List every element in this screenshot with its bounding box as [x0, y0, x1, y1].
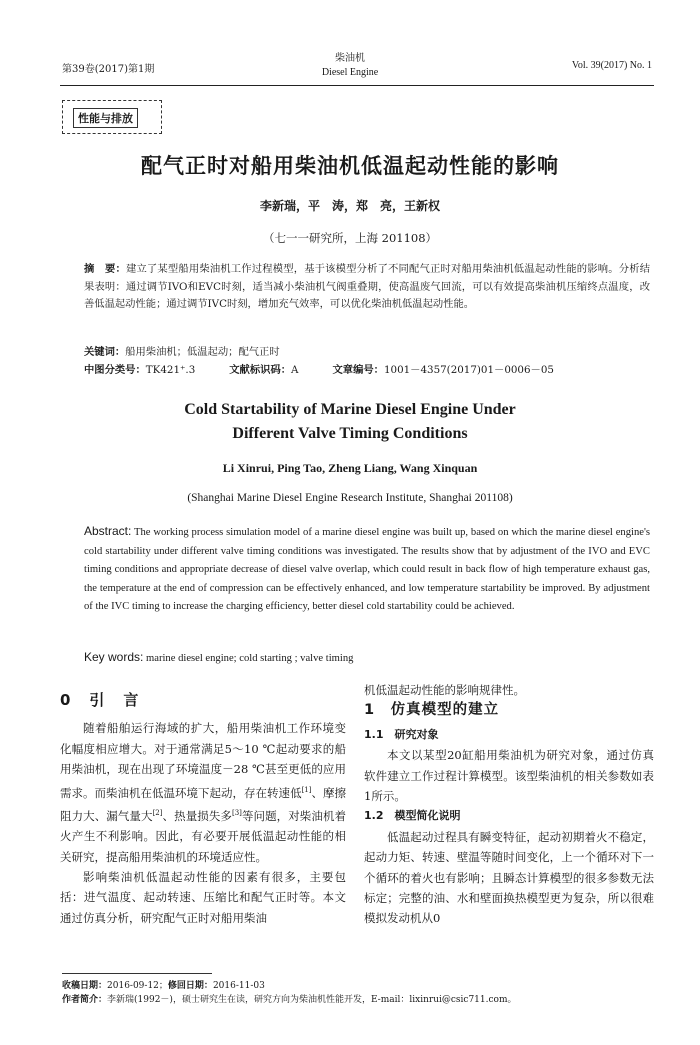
section-tag [62, 100, 162, 134]
abstract-cn-label: 摘 要： [84, 263, 126, 275]
section-0-heading: 0 引 言 [60, 691, 141, 709]
authors-en: Li Xinrui, Ping Tao, Zheng Liang, Wang Xinquan [222, 461, 478, 475]
received-label: 收稿日期： [62, 981, 108, 991]
keywords-en-label: Key words: [84, 650, 144, 664]
keywords-cn-label: 关键词： [84, 346, 126, 358]
keywords-en [84, 650, 353, 664]
doc-code-label: 文献标识码： [229, 364, 292, 376]
para-text: 随着船舶运行海域的扩大，船用柴油机工作环境变化幅度相应增大。对于通常满足5～10 ℃起动要求的船用柴油机，现在出现了环境温度－28 ℃甚至更低的应用需求。而柴油机在低温环境下起动，存在转速低 [60, 721, 346, 800]
clc-value: TK421⁺.3 [145, 364, 196, 376]
footnote-divider [62, 973, 212, 974]
paper-title-en-line1: Cold Startability of Marine Diesel Engine Under [184, 401, 516, 418]
para-text: 、摩擦阻力大、漏气量大 [60, 785, 347, 823]
header-volume-en: Vol. 39(2017) No. 1 [571, 60, 652, 71]
footnote [62, 979, 662, 1007]
section-1-heading: 1 仿真模型的建立 [364, 702, 500, 719]
clc-label: 中图分类号： [84, 364, 146, 376]
paper-title-cn: 配气正时对船用柴油机低温起动性能的影响 [141, 154, 559, 178]
abstract-en-label: Abstract: [84, 524, 132, 538]
abstract-cn [84, 261, 650, 314]
revised-date: 2016-11-03 [212, 981, 265, 991]
author-bio-label: 作者简介： [62, 995, 108, 1005]
section-1-1-heading: 1.1 研究对象 [364, 727, 439, 741]
classification-line [84, 361, 650, 376]
citation-1[interactable]: [1] [301, 785, 312, 794]
footnote-author [62, 993, 662, 1007]
header-journal-en: Diesel Engine [321, 67, 379, 78]
paper-title-en [0, 398, 700, 446]
affiliation-en: (Shanghai Marine Diesel Engine Research Institute, Shanghai 201108) [187, 492, 513, 504]
header-journal-cn: 柴油机 [335, 53, 365, 64]
article-no-label: 文章编号： [332, 364, 384, 376]
para-text: 、热量损失多 [162, 808, 232, 823]
keywords-cn-text: 船用柴油机；低温起动；配气正时 [125, 346, 280, 358]
received-date: 2016-09-12； [107, 981, 168, 991]
section-0-paragraph-1 [60, 718, 346, 867]
authors-cn: 李新瑞，平 涛，郑 亮，王新权 [259, 199, 440, 213]
section-1-2-heading: 1.2 模型简化说明 [364, 809, 461, 823]
section-1-2-text: 低温起动过程具有瞬变特征，起动初期着火不稳定，起动力矩、转速、壁温等随时间变化，上一个循环对下一个循环的着火也有影响；且瞬态计算模型的很多参数无法标定；完整的油、水和壁面换热模型更为复杂，所以很难模拟发动机从0 [364, 829, 654, 926]
revised-label: 修回日期： [167, 981, 213, 991]
keywords-cn [84, 343, 280, 358]
section-0-paragraph-2: 影响柴油机低温起动性能的因素有很多，主要包括：进气温度、起动转速、压缩比和配气正时等。本文通过仿真分析，研究配气正时对船用柴油 [60, 869, 346, 925]
abstract-en-text: The working process simulation model of a marine diesel engine was built up, based on which the marine diesel engine's cold startability under different valve timing conditions was investigated. The results show that by adjustment of the IVO and EVC timing conditions and appropriate decrease of diesel valve overlap, which could result in back flow of high temperature exhaust gas, the temperature at the end of compression can be effectively enhanced, and low temperature startability be improved. By adjustment of the IVC timing to increase the charging efficiency, better diesel cold startability could be achieved. [84, 527, 650, 612]
body-column-right [364, 680, 654, 929]
article-no-value: 1001－4357(2017)01－0006－05 [383, 364, 554, 376]
section-1-1-text: 本文以某型20缸船用柴油机为研究对象，通过仿真软件建立工作过程计算模型。该型柴油机的相关参数如表1所示。 [364, 748, 654, 804]
section-tag-label: 性能与排放 [73, 108, 138, 128]
paper-title-en-line2: Different Valve Timing Conditions [232, 425, 468, 442]
footnote-dates [62, 979, 662, 993]
affiliation-cn: （七一一研究所，上海 201108） [262, 231, 438, 245]
header-volume: 第39卷(2017)第1期 [62, 64, 155, 75]
author-bio: 李新瑞(1992－)，硕士研究生在读，研究方向为柴油机性能开发，E-mail：lixinrui@csic711.com。 [107, 995, 517, 1005]
header-divider [60, 85, 654, 86]
section-0-paragraph-2-cont: 机低温起动性能的影响规律性。 [364, 683, 525, 697]
body-column-left [60, 680, 346, 928]
para-text: 等问题，对柴油机着火产生不利影响。因此，有必要开展低温起动性能的相关研究，提高船用柴油机的环境适应性。 [60, 808, 347, 864]
abstract-cn-text: 建立了某型船用柴油机工作过程模型，基于该模型分析了不同配气正时对船用柴油机低温起动性能的影响。分析结果表明：通过调节IVO和EVC时刻，适当减小柴油机气阀重叠期，使高温废气回流，可以有效提高柴油机压缩终点温度，改善低温起动性能；通过调节IVC时刻，增加充气效率，可以优化柴油机低温起动性能。 [84, 263, 651, 310]
citation-3[interactable]: [3] [231, 808, 242, 817]
abstract-en [84, 522, 650, 617]
citation-2[interactable]: [2] [152, 808, 163, 817]
keywords-en-text: marine diesel engine; cold starting ; valve timing [146, 653, 354, 664]
doc-code-value: A [291, 364, 299, 376]
